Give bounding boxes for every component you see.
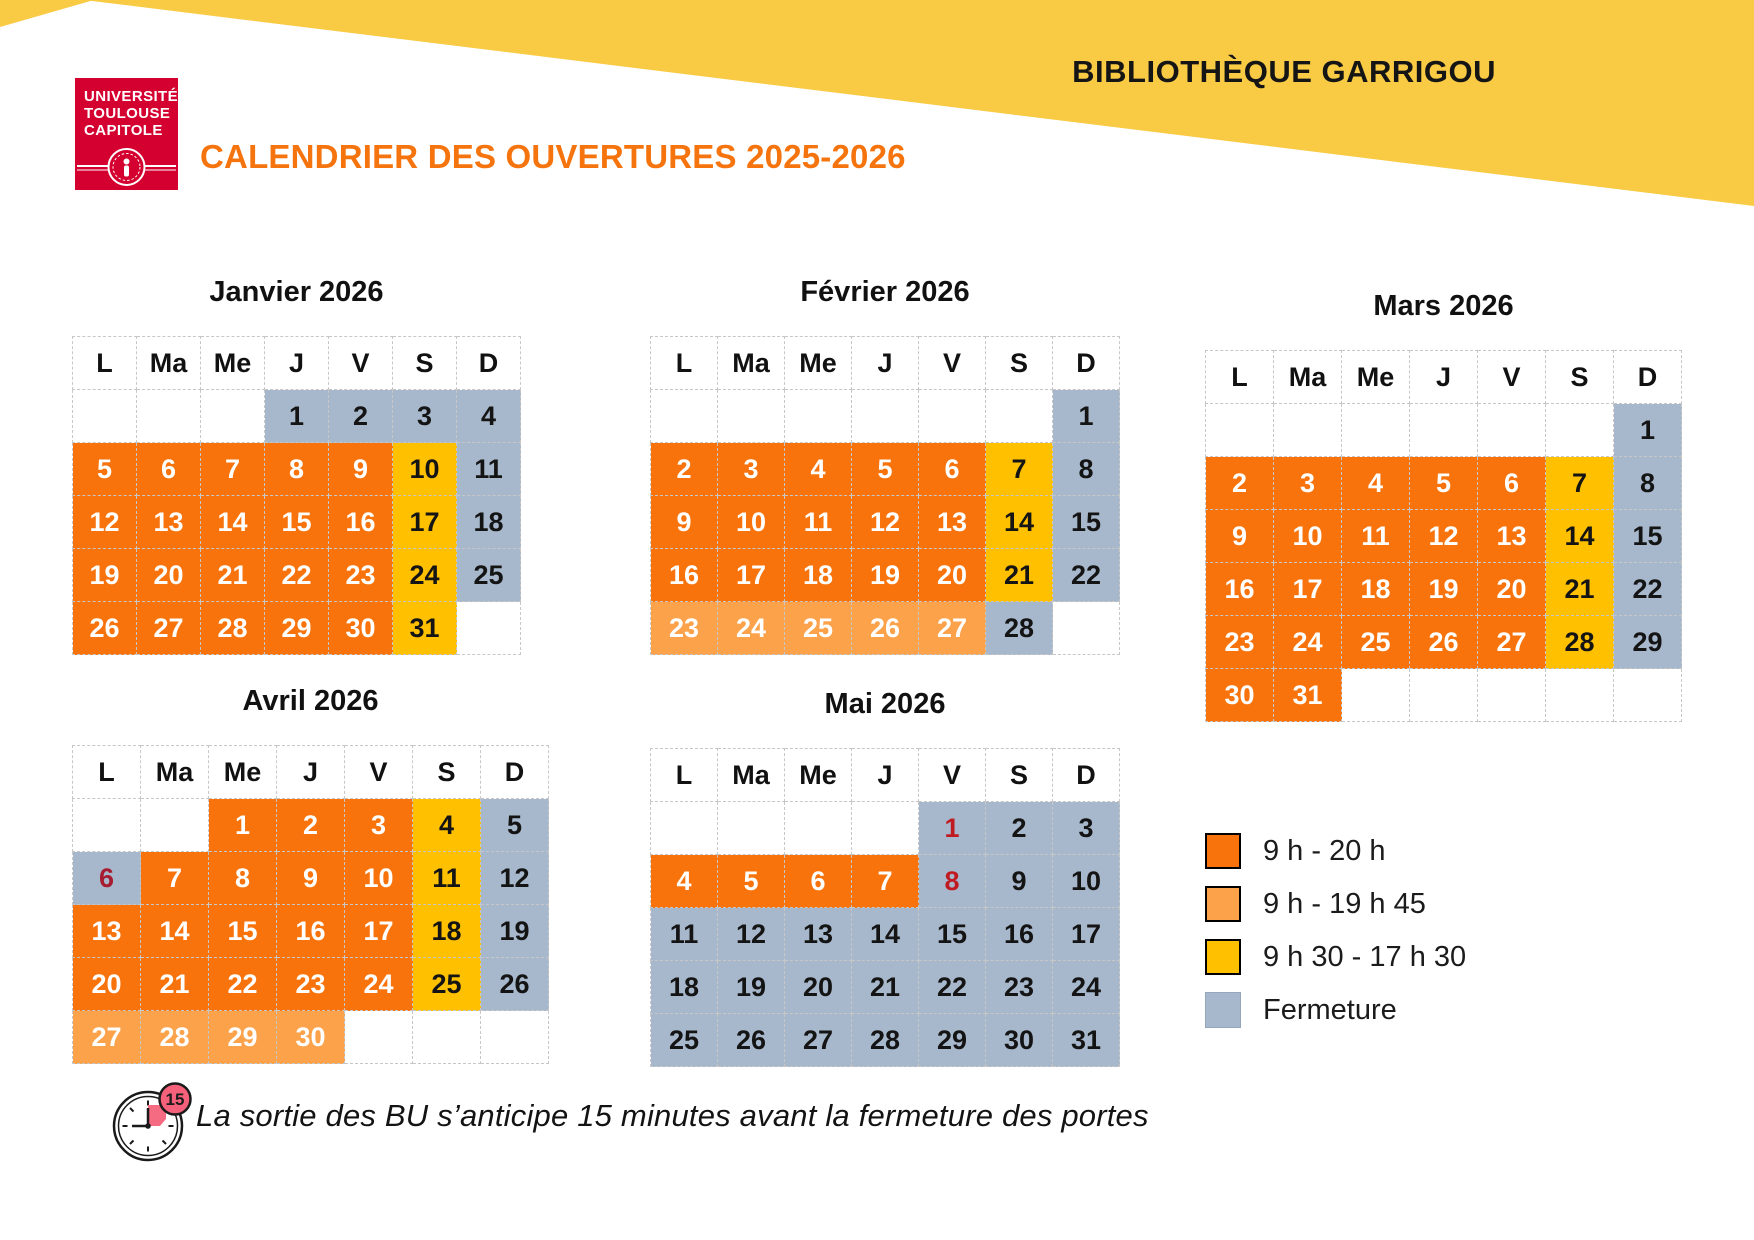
day-cell: 8 [919, 855, 986, 908]
empty-cell [1614, 669, 1682, 722]
exit-notice-text: La sortie des BU s’anticipe 15 minutes avant la fermeture des portes [196, 1098, 1149, 1133]
day-cell: 6 [919, 443, 986, 496]
legend-label: Fermeture [1263, 994, 1397, 1026]
day-cell: 24 [1053, 961, 1120, 1014]
day-header-cell: L [73, 337, 137, 390]
day-cell: 27 [919, 602, 986, 655]
day-cell: 21 [141, 958, 209, 1011]
legend-label: 9 h - 19 h 45 [1263, 888, 1426, 920]
day-header-cell: Ma [718, 337, 785, 390]
day-header-cell: Ma [718, 749, 785, 802]
day-cell: 12 [73, 496, 137, 549]
day-cell: 5 [73, 443, 137, 496]
page-title: CALENDRIER DES OUVERTURES 2025-2026 [200, 138, 906, 175]
day-cell: 18 [785, 549, 852, 602]
day-cell: 4 [413, 799, 481, 852]
empty-cell [141, 799, 209, 852]
day-cell: 7 [141, 852, 209, 905]
calendar-grid [650, 336, 1120, 655]
day-cell: 9 [651, 496, 718, 549]
day-cell: 17 [1274, 563, 1342, 616]
empty-cell [413, 1011, 481, 1064]
day-cell: 19 [481, 905, 549, 958]
day-header-cell: D [481, 746, 549, 799]
day-cell: 7 [1546, 457, 1614, 510]
day-cell: 31 [393, 602, 457, 655]
day-cell: 11 [1342, 510, 1410, 563]
day-cell: 22 [209, 958, 277, 1011]
day-cell: 9 [329, 443, 393, 496]
day-header-cell: S [1546, 351, 1614, 404]
day-cell: 22 [1053, 549, 1120, 602]
day-cell: 12 [481, 852, 549, 905]
day-cell: 26 [1410, 616, 1478, 669]
badge-15-label: 15 [165, 1090, 185, 1109]
day-cell: 26 [852, 602, 919, 655]
day-cell: 3 [1053, 802, 1120, 855]
day-cell: 15 [209, 905, 277, 958]
empty-cell [1206, 404, 1274, 457]
day-cell: 20 [785, 961, 852, 1014]
banner-corner-triangle [0, 0, 94, 27]
calendar-grid [72, 336, 521, 655]
day-cell: 15 [265, 496, 329, 549]
legend-swatch-short [1205, 939, 1241, 975]
day-cell: 3 [345, 799, 413, 852]
day-cell: 5 [718, 855, 785, 908]
day-header-cell: V [919, 749, 986, 802]
day-cell: 8 [265, 443, 329, 496]
day-cell: 11 [413, 852, 481, 905]
day-cell: 13 [785, 908, 852, 961]
empty-cell [718, 802, 785, 855]
day-cell: 30 [329, 602, 393, 655]
day-cell: 16 [986, 908, 1053, 961]
day-cell: 20 [137, 549, 201, 602]
day-cell: 9 [1206, 510, 1274, 563]
day-cell: 30 [1206, 669, 1274, 722]
empty-cell [651, 390, 718, 443]
day-cell: 12 [852, 496, 919, 549]
day-cell: 10 [1274, 510, 1342, 563]
day-header-cell: D [1053, 337, 1120, 390]
month-title: Mars 2026 [1373, 290, 1514, 322]
day-cell: 11 [651, 908, 718, 961]
day-header-cell: Me [1342, 351, 1410, 404]
day-cell: 13 [1478, 510, 1546, 563]
day-cell: 13 [73, 905, 141, 958]
day-header-cell: J [265, 337, 329, 390]
legend-swatch-reduced [1205, 886, 1241, 922]
day-header-cell: L [1206, 351, 1274, 404]
day-cell: 27 [137, 602, 201, 655]
day-cell: 4 [457, 390, 521, 443]
day-cell: 6 [73, 852, 141, 905]
day-cell: 10 [1053, 855, 1120, 908]
day-cell: 12 [1410, 510, 1478, 563]
day-cell: 2 [651, 443, 718, 496]
empty-cell [986, 390, 1053, 443]
clock-15min-icon [108, 1078, 204, 1169]
day-cell: 18 [651, 961, 718, 1014]
month-title: Février 2026 [800, 276, 970, 308]
calendar-grid [1205, 350, 1682, 722]
empty-cell [718, 390, 785, 443]
day-cell: 22 [1614, 563, 1682, 616]
empty-cell [73, 390, 137, 443]
day-cell: 23 [986, 961, 1053, 1014]
empty-cell [73, 799, 141, 852]
day-cell: 27 [785, 1014, 852, 1067]
day-header-cell: L [73, 746, 141, 799]
day-cell: 21 [852, 961, 919, 1014]
empty-cell [852, 802, 919, 855]
day-cell: 21 [201, 549, 265, 602]
day-cell: 20 [919, 549, 986, 602]
day-cell: 2 [277, 799, 345, 852]
legend-swatch-closed [1205, 992, 1241, 1028]
day-header-cell: S [986, 749, 1053, 802]
day-cell: 16 [329, 496, 393, 549]
day-header-cell: J [277, 746, 345, 799]
day-cell: 21 [1546, 563, 1614, 616]
day-cell: 29 [1614, 616, 1682, 669]
day-header-cell: Ma [1274, 351, 1342, 404]
legend-label: 9 h 30 - 17 h 30 [1263, 941, 1467, 973]
calendar-month [1205, 290, 1682, 722]
day-header-cell: V [919, 337, 986, 390]
day-cell: 31 [1274, 669, 1342, 722]
day-cell: 18 [413, 905, 481, 958]
day-cell: 11 [457, 443, 521, 496]
day-cell: 10 [393, 443, 457, 496]
day-cell: 15 [1614, 510, 1682, 563]
legend-item-short [1205, 939, 1466, 975]
legend-swatch-open [1205, 833, 1241, 869]
empty-cell [1546, 669, 1614, 722]
day-cell: 14 [201, 496, 265, 549]
day-cell: 30 [277, 1011, 345, 1064]
day-cell: 27 [1478, 616, 1546, 669]
logo-line-2: TOULOUSE [84, 105, 171, 122]
day-header-cell: D [1614, 351, 1682, 404]
day-cell: 24 [1274, 616, 1342, 669]
day-cell: 28 [986, 602, 1053, 655]
day-cell: 16 [1206, 563, 1274, 616]
day-header-cell: L [651, 337, 718, 390]
day-cell: 24 [718, 602, 785, 655]
empty-cell [345, 1011, 413, 1064]
day-cell: 14 [1546, 510, 1614, 563]
day-cell: 28 [201, 602, 265, 655]
day-cell: 17 [345, 905, 413, 958]
day-cell: 7 [201, 443, 265, 496]
empty-cell [1342, 404, 1410, 457]
day-cell: 4 [785, 443, 852, 496]
day-cell: 12 [718, 908, 785, 961]
day-header-cell: V [329, 337, 393, 390]
day-cell: 10 [345, 852, 413, 905]
day-header-cell: D [1053, 749, 1120, 802]
day-cell: 29 [919, 1014, 986, 1067]
empty-cell [457, 602, 521, 655]
legend-item-open [1205, 833, 1466, 869]
day-cell: 23 [277, 958, 345, 1011]
empty-cell [651, 802, 718, 855]
day-cell: 9 [986, 855, 1053, 908]
calendar-month [650, 276, 1120, 655]
day-cell: 14 [141, 905, 209, 958]
calendar-month [72, 685, 549, 1064]
day-cell: 29 [209, 1011, 277, 1064]
day-cell: 15 [1053, 496, 1120, 549]
day-cell: 25 [785, 602, 852, 655]
day-cell: 22 [919, 961, 986, 1014]
day-cell: 8 [209, 852, 277, 905]
day-cell: 26 [718, 1014, 785, 1067]
day-cell: 5 [852, 443, 919, 496]
legend [1205, 833, 1466, 1028]
day-cell: 2 [1206, 457, 1274, 510]
calendar-grid [72, 745, 549, 1064]
day-cell: 25 [651, 1014, 718, 1067]
day-cell: 3 [1274, 457, 1342, 510]
day-header-cell: Ma [137, 337, 201, 390]
day-header-cell: D [457, 337, 521, 390]
empty-cell [785, 802, 852, 855]
empty-cell [1410, 404, 1478, 457]
day-cell: 31 [1053, 1014, 1120, 1067]
day-cell: 7 [986, 443, 1053, 496]
empty-cell [1053, 602, 1120, 655]
empty-cell [1478, 669, 1546, 722]
day-header-cell: S [413, 746, 481, 799]
day-cell: 1 [1053, 390, 1120, 443]
empty-cell [1342, 669, 1410, 722]
day-cell: 24 [393, 549, 457, 602]
day-cell: 6 [1478, 457, 1546, 510]
day-cell: 29 [265, 602, 329, 655]
day-header-cell: Me [785, 337, 852, 390]
day-cell: 2 [329, 390, 393, 443]
day-cell: 1 [919, 802, 986, 855]
university-logo [75, 78, 178, 190]
day-cell: 19 [73, 549, 137, 602]
day-cell: 4 [651, 855, 718, 908]
day-cell: 20 [1478, 563, 1546, 616]
day-cell: 25 [413, 958, 481, 1011]
day-cell: 19 [1410, 563, 1478, 616]
day-header-cell: S [986, 337, 1053, 390]
day-cell: 13 [137, 496, 201, 549]
day-cell: 21 [986, 549, 1053, 602]
day-cell: 10 [718, 496, 785, 549]
day-cell: 28 [141, 1011, 209, 1064]
empty-cell [201, 390, 265, 443]
day-cell: 27 [73, 1011, 141, 1064]
day-cell: 5 [1410, 457, 1478, 510]
day-header-cell: J [1410, 351, 1478, 404]
day-cell: 5 [481, 799, 549, 852]
day-cell: 17 [1053, 908, 1120, 961]
day-cell: 16 [277, 905, 345, 958]
day-cell: 18 [1342, 563, 1410, 616]
legend-label: 9 h - 20 h [1263, 835, 1386, 867]
library-name: BIBLIOTHÈQUE GARRIGOU [1072, 54, 1496, 89]
empty-cell [919, 390, 986, 443]
day-header-cell: Me [201, 337, 265, 390]
calendar-month [650, 688, 1120, 1067]
day-cell: 6 [137, 443, 201, 496]
empty-cell [1274, 404, 1342, 457]
day-cell: 8 [1053, 443, 1120, 496]
day-cell: 26 [481, 958, 549, 1011]
day-cell: 25 [1342, 616, 1410, 669]
day-cell: 1 [209, 799, 277, 852]
day-cell: 24 [345, 958, 413, 1011]
legend-item-reduced [1205, 886, 1466, 922]
legend-item-closed [1205, 992, 1466, 1028]
month-title: Janvier 2026 [209, 276, 384, 308]
empty-cell [1478, 404, 1546, 457]
day-header-cell: Ma [141, 746, 209, 799]
university-seal-icon [75, 142, 178, 190]
day-header-cell: J [852, 749, 919, 802]
day-cell: 17 [393, 496, 457, 549]
day-cell: 20 [73, 958, 141, 1011]
day-header-cell: Me [209, 746, 277, 799]
day-cell: 23 [1206, 616, 1274, 669]
logo-line-3: CAPITOLE [84, 122, 163, 139]
logo-line-1: UNIVERSITÉ [84, 88, 179, 105]
empty-cell [785, 390, 852, 443]
day-cell: 18 [457, 496, 521, 549]
day-cell: 19 [718, 961, 785, 1014]
day-cell: 1 [265, 390, 329, 443]
day-cell: 11 [785, 496, 852, 549]
day-cell: 13 [919, 496, 986, 549]
day-cell: 16 [651, 549, 718, 602]
day-cell: 15 [919, 908, 986, 961]
day-cell: 28 [852, 1014, 919, 1067]
calendar-grid [650, 748, 1120, 1067]
day-cell: 28 [1546, 616, 1614, 669]
day-cell: 6 [785, 855, 852, 908]
day-cell: 4 [1342, 457, 1410, 510]
day-cell: 3 [718, 443, 785, 496]
day-header-cell: L [651, 749, 718, 802]
empty-cell [852, 390, 919, 443]
day-cell: 14 [852, 908, 919, 961]
day-cell: 2 [986, 802, 1053, 855]
day-cell: 25 [457, 549, 521, 602]
day-header-cell: S [393, 337, 457, 390]
day-header-cell: J [852, 337, 919, 390]
day-cell: 30 [986, 1014, 1053, 1067]
day-cell: 22 [265, 549, 329, 602]
university-logo-text [75, 78, 178, 139]
day-cell: 19 [852, 549, 919, 602]
day-cell: 26 [73, 602, 137, 655]
month-title: Avril 2026 [242, 685, 379, 717]
empty-cell [1546, 404, 1614, 457]
empty-cell [137, 390, 201, 443]
empty-cell [1410, 669, 1478, 722]
day-cell: 1 [1614, 404, 1682, 457]
day-header-cell: V [345, 746, 413, 799]
day-cell: 17 [718, 549, 785, 602]
day-cell: 3 [393, 390, 457, 443]
month-title: Mai 2026 [824, 688, 946, 720]
calendar-month [72, 276, 521, 655]
day-cell: 14 [986, 496, 1053, 549]
day-header-cell: Me [785, 749, 852, 802]
day-cell: 9 [277, 852, 345, 905]
day-cell: 23 [651, 602, 718, 655]
empty-cell [481, 1011, 549, 1064]
day-cell: 23 [329, 549, 393, 602]
day-header-cell: V [1478, 351, 1546, 404]
day-cell: 8 [1614, 457, 1682, 510]
day-cell: 7 [852, 855, 919, 908]
